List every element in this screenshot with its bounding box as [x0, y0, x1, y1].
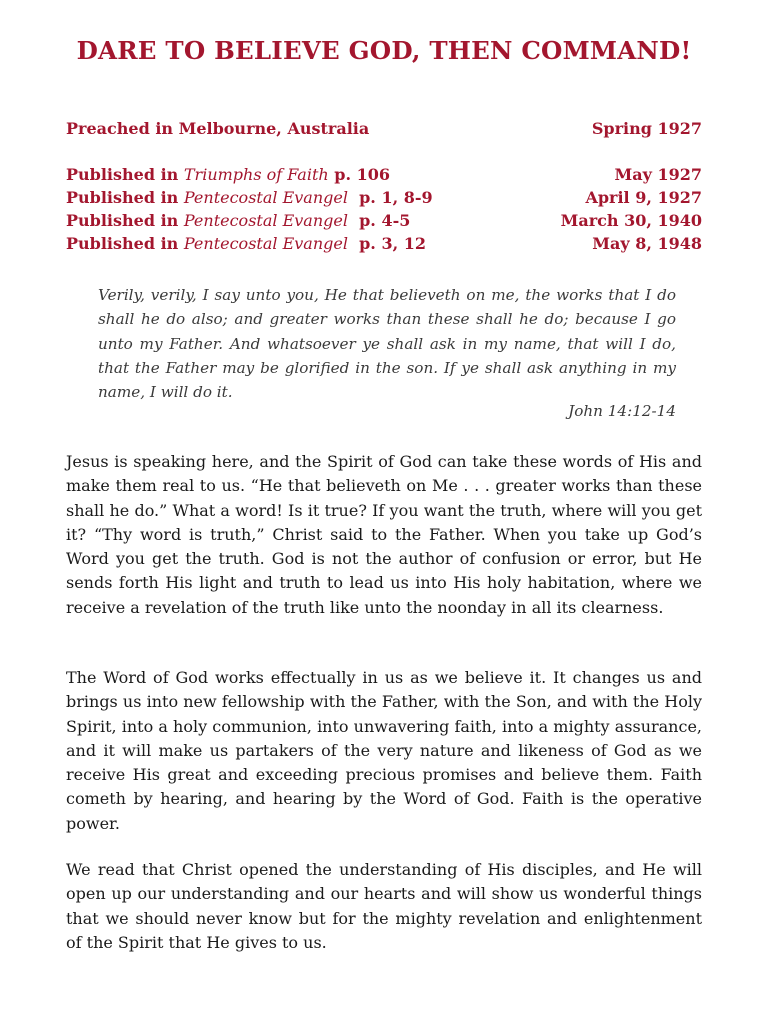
- publication-row: [66, 163, 702, 186]
- preached-date: Spring 1927: [591, 119, 702, 138]
- publication-date: April 9, 1927: [585, 188, 702, 207]
- publication-date: May 8, 1948: [592, 234, 702, 253]
- publication-pages: p. 4-5: [347, 211, 411, 230]
- publication-citation: [66, 186, 433, 209]
- publication-prefix: Published in: [66, 165, 184, 184]
- publication-date: May 1927: [614, 165, 702, 184]
- publication-pages: p. 1, 8-9: [347, 188, 433, 207]
- body-paragraph: Jesus is speaking here, and the Spirit of God can take these words of His and make them real to us. “He that believeth on Me . . . greater works than these shall he do.” What a word! Is it true? If you want the truth, where will you get it? “Thy word is truth,” Christ said to the Father. When you take up God’s Word you get the truth. God is not the author of confusion or error, but He sends forth His light and truth to lead us into His holy habitation, where we receive a revelation of the truth like unto the noonday in all its clearness.: [66, 452, 702, 617]
- publication-source: Triumphs of Faith: [183, 165, 329, 184]
- publication-citation: [66, 209, 410, 232]
- preached-place: Preached in Melbourne, Australia: [66, 119, 370, 138]
- publication-source: Pentecostal Evangel: [183, 211, 348, 230]
- scripture-reference: John 14:12-14: [568, 402, 676, 420]
- preached-info: [66, 117, 702, 141]
- scripture-quote: Verily, verily, I say unto you, He that believeth on me, the works that I do shall he do also; and greater works than these shall he do; because I go unto my Father. And whatsoever ye shall ask in my name, that will I do, that the Father may be glorified in the son. If ye shall ask anything in my name, I will do it.: [98, 286, 676, 402]
- publication-list: [66, 163, 702, 255]
- publication-source: Pentecostal Evangel: [183, 188, 348, 207]
- publication-citation: [66, 232, 426, 255]
- publication-prefix: Published in: [66, 188, 184, 207]
- publication-prefix: Published in: [66, 234, 184, 253]
- publication-row: [66, 209, 702, 232]
- publication-row: [66, 232, 702, 255]
- body-paragraph: The Word of God works effectually in us as we believe it. It changes us and brings us into new fellowship with the Father, with the Son, and with the Holy Spirit, into a holy communion, into unwavering faith, into a mighty assurance, and it will make us partakers of the very nature and likeness of God as we receive His great and exceeding precious promises and believe them. Faith cometh by hearing, and hearing by the Word of God. Faith is the operative power.: [66, 668, 702, 833]
- publication-prefix: Published in: [66, 211, 184, 230]
- body-paragraph: We read that Christ opened the understanding of His disciples, and He will open up our understanding and our hearts and will show us wonderful things that we should never know but for the mighty revelation and enlightenment of the Spirit that He gives to us.: [66, 860, 702, 952]
- publication-pages: p. 106: [328, 165, 390, 184]
- publication-row: [66, 186, 702, 209]
- publication-citation: [66, 163, 390, 186]
- publication-date: March 30, 1940: [560, 211, 702, 230]
- preached-row: [66, 117, 702, 141]
- page-title: DARE TO BELIEVE GOD, THEN COMMAND!: [76, 36, 692, 65]
- publication-source: Pentecostal Evangel: [183, 234, 348, 253]
- publication-pages: p. 3, 12: [347, 234, 426, 253]
